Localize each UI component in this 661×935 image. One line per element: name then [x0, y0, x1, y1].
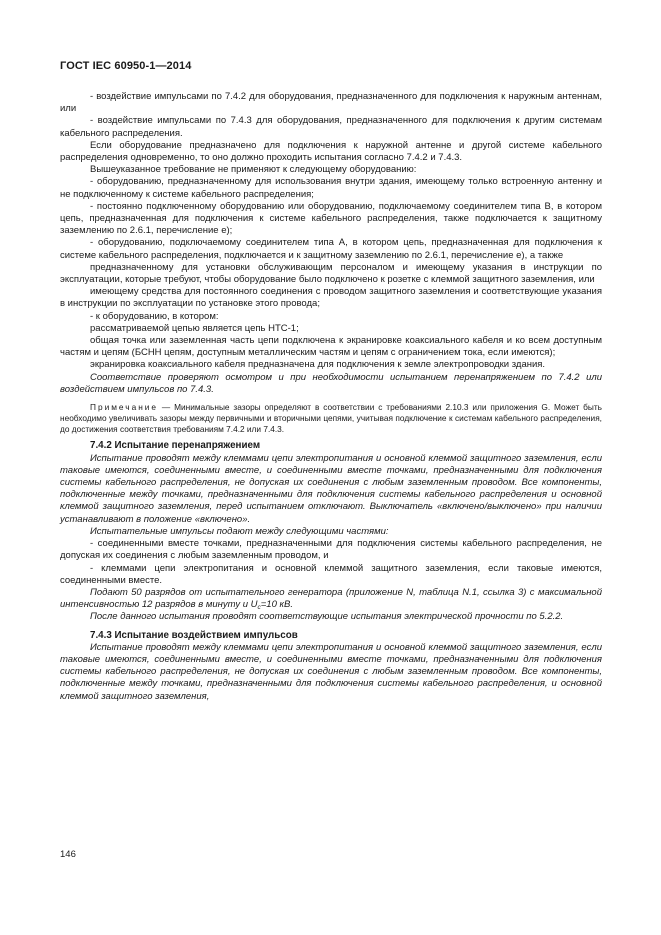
paragraph: - соединенными вместе точками, предназначенными для подключения системы кабельного распределения, не допуская их соединения с любым заземленным проводом, и — [60, 538, 602, 562]
paragraph: Испытание проводят между клеммами цепи электропитания и основной клеммой защитного заземления, если таковые имеются, соединенными вместе, и соединенными вместе точками, предназначенными для подключения системы кабельного распределения, не допуская их соединения с любым заземленным проводом. Все компоненты, подключенные между точками, предназначенными для подключения системы кабельного распределения и основной клеммой защитного заземления, перед испытанием отключают. Выключатель «включено/выключено» при наличии устанавливают в положение «включено». — [60, 452, 602, 525]
paragraph: рассматриваемой цепью является цепь НТС-1; — [90, 322, 299, 334]
paragraph: - воздействие импульсами по 7.4.2 для оборудования, предназначенного для подключения к наружным антеннам, или — [60, 91, 602, 115]
paragraph: - постоянно подключенному оборудованию или оборудованию, подключаемому соединителем типа B, в котором цепь, предназначенная для подключения к системе кабельного распределения, также подключается к защитному заземлению по 2.6.1, перечисление е); — [60, 200, 602, 237]
section-742-title: 7.4.2 Испытание перенапряжением — [90, 440, 261, 452]
document-header: ГОСТ IEC 60950-1—2014 — [60, 60, 192, 72]
note — [60, 402, 602, 434]
paragraph: Вышеуказанное требование не применяют к следующему оборудованию: — [90, 164, 417, 176]
text-run: =10 кВ. — [260, 599, 293, 611]
paragraph: - оборудованию, предназначенному для использования внутри здания, имеющему только встроенную антенну и не подключенному к системе кабельного распределения; — [60, 176, 602, 200]
note-label: Примечание — [90, 402, 159, 413]
paragraph: - клеммами цепи электропитания и основной клеммой защитного заземления, если таковые имеются, соединенными вместе. — [60, 562, 602, 586]
section-743-title: 7.4.3 Испытание воздействием импульсов — [90, 629, 298, 641]
paragraph: - к оборудованию, в котором: — [90, 310, 219, 322]
paragraph — [60, 587, 602, 611]
paragraph: общая точка или заземленная часть цепи подключена к экранировке коаксиального кабеля и ко всем доступным частям и цепям (БСНН цепям, доступным металлическим частям и цепям с ограничением тока, если имеются); — [60, 335, 602, 359]
paragraph: После данного испытания проводят соответствующие испытания электрической прочности по 5.2.2. — [90, 611, 564, 623]
document-body — [60, 91, 602, 703]
paragraph: предназначенному для установки обслуживающим персоналом и имеющему указания в инструкции по эксплуатации, которые требуют, чтобы оборудование было подключено к розетке с клеммой защитного заземления, или — [60, 261, 602, 286]
paragraph: экранировка коаксиального кабеля предназначена для подключения к земле электропроводки здания. — [90, 359, 546, 371]
note-text: — Минимальные зазоры определяют в соответствии с требованиями 2.10.3 или приложения G. Может быть необходимо увеличивать зазоры между первичными и вторичными цепями, учитывая подключение к системам кабельного распределения, до достижения соответствия требованиям 7.4.2 или 7.4.3. — [60, 402, 602, 434]
paragraph: Испытание проводят между клеммами цепи электропитания и основной клеммой защитного заземления, если таковые имеются, соединенными вместе, и соединенными вместе точками, предназначенными для подключения системы кабельного распределения, не допуская их соединения с любым заземленным проводом. Все компоненты, подключенные между точками, предназначенными для подключения системы кабельного распределения, и основной клеммой защитного заземления, — [60, 641, 602, 702]
page-number: 146 — [60, 849, 76, 860]
paragraph: Испытательные импульсы подают между следующими частями: — [90, 525, 389, 537]
paragraph: имеющему средства для постоянного соединения с проводом защитного заземления и соответствующие указания в инструкции по эксплуатации по установке этого провода; — [60, 286, 602, 310]
paragraph: Если оборудование предназначено для подключения к наружной антенне и другой системе кабельного распределения одновременно, то оно должно проходить испытания согласно 7.4.2 и 7.4.3. — [60, 139, 602, 164]
subscript: c — [257, 604, 261, 612]
paragraph: - воздействие импульсами по 7.4.3 для оборудования, предназначенного для подключения к другим системам кабельного распределения. — [60, 115, 602, 139]
paragraph: - оборудованию, подключаемому соединителем типа A, в котором цепь, предназначенная для подключения к системе кабельного распределения, подключается и к защитному заземлению по 2.6.1, перечисление е), а также — [60, 237, 602, 261]
text-run: Подают 50 разрядов от испытательного генератора (приложение N, таблица N.1, ссылка 3) с максимальной интенсивностью 12 разрядов в минуту и U — [60, 586, 602, 611]
compliance-paragraph: Соответствие проверяют осмотром и при необходимости испытанием перенапряжением по 7.4.2 или воздействием импульсов по 7.4.3. — [60, 371, 602, 395]
